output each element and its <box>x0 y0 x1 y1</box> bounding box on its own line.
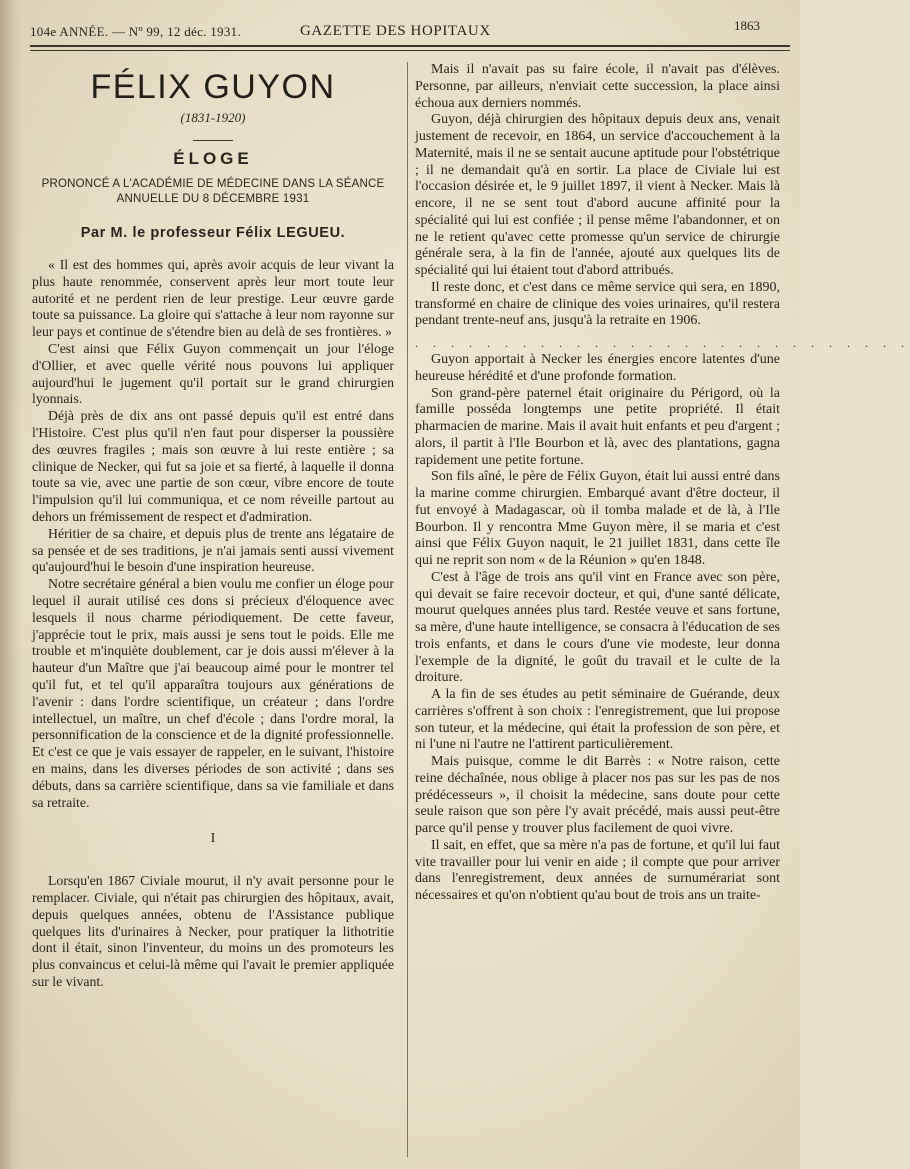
paragraph: Déjà près de dix ans ont passé depuis qu'il est entré dans l'Histoire. C'est plus qu'il n'en faut pour disperser la poussière des œuvres fragiles ; mais son œuvre à lui reste entière ; sa clinique de Necker, qui fut sa joie et sa fierté, à laquelle il donna toute sa vie, avec une partie de son cœur, vibre encore de toute l'impulsion qu'il lui communiqua, et ce nom réveille partout au dehors un frémissement de respect et d'admiration. <box>32 408 394 524</box>
paragraph: A la fin de ses études au petit séminaire de Guérande, deux carrières s'offrent à son choix : l'enregistrement, que lui propose son tuteur, et la médecine, qui était la profession de son père, et ni l'une ni l'autre ne l'attirent particulièrement. <box>415 687 780 753</box>
running-header <box>30 18 790 42</box>
paragraph: Notre secrétaire général a bien voulu me confier un éloge pour lequel il aurait utilisé ces dons si précieux d'éloquence avec lesquels il nous charme périodiquement. De cette faveur, j'apprécie tout le prix, mais aussi je sens tout le poids. Elle me trouble et m'inquiète doublement, car je dois aussi m'élever à la hauteur d'un Maître que j'ai beaucoup aimé pour le montrer tel qu'il fut, et tel qu'il apparaîtra toujours aux générations de l'avenir : dans l'ordre scientifique, un créateur ; dans l'ordre intellectuel, un maître, un chef d'école ; dans l'ordre moral, la personnification de la conscience et de la dignité professionnelle. Et c'est ce que je vais essayer de rappeler, en le suivant, l'histoire en mains, dans les diverses périodes de son activité ; dans ses débuts, dans sa carrière scientifique, dans sa vie familiale et dans sa retraite. <box>32 576 394 810</box>
paragraph: Guyon apportait à Necker les énergies encore latentes d'une heureuse hérédité et d'une profonde formation. <box>415 352 780 384</box>
article-heading: ÉLOGE <box>173 149 253 168</box>
left-column <box>32 62 394 991</box>
paragraph: Mais puisque, comme le dit Barrès : « Notre raison, cette reine déchaînée, nous oblige à placer nos pas sur les pas de nos prédécesseurs », il choisit la médecine, sans doute pour cette seule raison que son père l'y avait précédé, mais aussi peut-être parce qu'il pense y trouver plus facilement de quoi vivre. <box>415 754 780 836</box>
title-rule <box>193 140 233 141</box>
article-author: Par M. le professeur Félix LEGUEU. <box>80 225 346 241</box>
article-subheading: PRONONCÉ A L'ACADÉMIE DE MÉDECINE DANS LA SÉANCE ANNUELLE DU 8 DÉCEMBRE 1931 <box>41 178 385 205</box>
article-dates: (1831-1920) <box>180 110 246 125</box>
issue-info: 104e ANNÉE. — Nº 99, 12 déc. 1931. <box>30 24 242 39</box>
article-title: FÉLIX GUYON <box>90 68 336 106</box>
column-divider <box>407 62 408 1157</box>
right-column <box>415 62 910 905</box>
paragraph: « Il est des hommes qui, après avoir acquis de leur vivant la plus haute renommée, conservent après leur mort toute leur autorité et ne perdent rien de leur prestige. Leur œuvre garde toute sa puissance. La gloire qui s'attache à leur nom rayonne sur leur pays et continue de s'étendre bien au delà de ses frontières. » <box>32 257 394 340</box>
paragraph: Il sait, en effet, que sa mère n'a pas de fortune, et qu'il lui faut vite travailler pour lui venir en aide ; il compte que pour arriver dans l'enregistrement, deux années de surnumérariat sont nécessaires et qu'on n'obtient qu'au bout de trois ans un traite- <box>415 837 780 903</box>
header-rule-thin <box>30 50 790 51</box>
paragraph: Mais il n'avait pas su faire école, il n'avait pas d'élèves. Personne, par ailleurs, n'enviait cette succession, la place ainsi échoua aux derniers nommés. <box>415 62 780 111</box>
paragraph: Guyon, déjà chirurgien des hôpitaux depuis deux ans, venait justement de recevoir, en 1864, un service d'accouchement à la Maternité, mais il ne se sentait aucune aptitude pour l'obstétrique ; il ne demandait qu'à en sortir. La place de Civiale lui est l'occasion désirée et, le 9 juillet 1897, il vient à Necker. Mais là encore, il ne se sent tout d'abord aucune affinité pour la spécialité qui lui est confiée ; il pense même l'abandonner, et on ne le retient qu'avec cette promesse qu'un service de chirurgie générale sera, à la fin de l'année, ajouté aux quelques lits de spécialité qui lui étaient tout d'abord attribués. <box>415 112 780 278</box>
journal-title: GAZETTE DES HOPITAUX <box>300 23 491 39</box>
paragraph: Il reste donc, et c'est dans ce même service qui sera, en 1890, transformé en chaire de clinique des voies urinaires, qu'il restera pendant trente-neuf ans, jusqu'à la retraite en 1906. <box>415 279 780 329</box>
ellipsis-separator: . . . . . . . . . . . . . . . . . . . . . . . . . . . . <box>415 336 910 350</box>
paragraph: Son fils aîné, le père de Félix Guyon, était lui aussi entré dans la marine comme chirurgien. Embarqué avant d'être docteur, il fut envoyé à Madagascar, où il tomba malade et de là, à l'Ile Bourbon. Il y rencontra Mme Guyon mère, il se maria et c'est ainsi que Félix Guyon naquit, le 21 juillet 1831, dans cette île qui ne reprit son nom « de la Réunion » qu'en 1848. <box>415 469 780 568</box>
paragraph: C'est à l'âge de trois ans qu'il vint en France avec son père, qui devait se faire recevoir docteur, et qui, d'une santé délicate, mourut quelques années plus tard. Restée veuve et sans fortune, sa mère, d'une haute intelligence, se consacra à l'éducation de ses trois enfants, et dans le cours d'une vie modeste, leur donna l'exemple de la dignité, le goût du travail et le culte de la droiture. <box>415 569 780 686</box>
paragraph: Lorsqu'en 1867 Civiale mourut, il n'y avait personne pour le remplacer. Civiale, qui n'était pas chirurgien des hôpitaux, avait, depuis quelques années, obtenu de l'Assistance publique quelques lits d'urinaires à Necker, pour pratiquer la lithotritie dont il était, sinon l'inventeur, du moins un des promoteurs les plus convaincus et celui-là même qui l'avait le premier appliquée sur le vivant. <box>32 873 394 990</box>
page-number: 1863 <box>734 18 760 33</box>
paragraph: Son grand-père paternel était originaire du Périgord, où la famille posséda longtemps une petite propriété. Il était pharmacien de marine. Mais il avait huit enfants et peu d'argent ; alors, il partit à l'Ile Bourbon et là, avec des plantations, gagna rapidement une petite fortune. <box>415 385 780 468</box>
page-binding-edge <box>0 0 22 1169</box>
header-rule-thick <box>30 45 790 47</box>
section-number: I <box>210 831 216 847</box>
paragraph: C'est ainsi que Félix Guyon commençait un jour l'éloge d'Ollier, et avec quelle vérité nous pouvons lui appliquer aujourd'hui le jugement qu'il portait sur le grand chirurgien lyonnais. <box>32 340 394 407</box>
paragraph: Héritier de sa chaire, et depuis plus de trente ans légataire de sa pensée et de ses traditions, je n'ai jamais senti aussi vivement qu'aujourd'hui le besoin d'une inspiration heureuse. <box>32 525 394 575</box>
